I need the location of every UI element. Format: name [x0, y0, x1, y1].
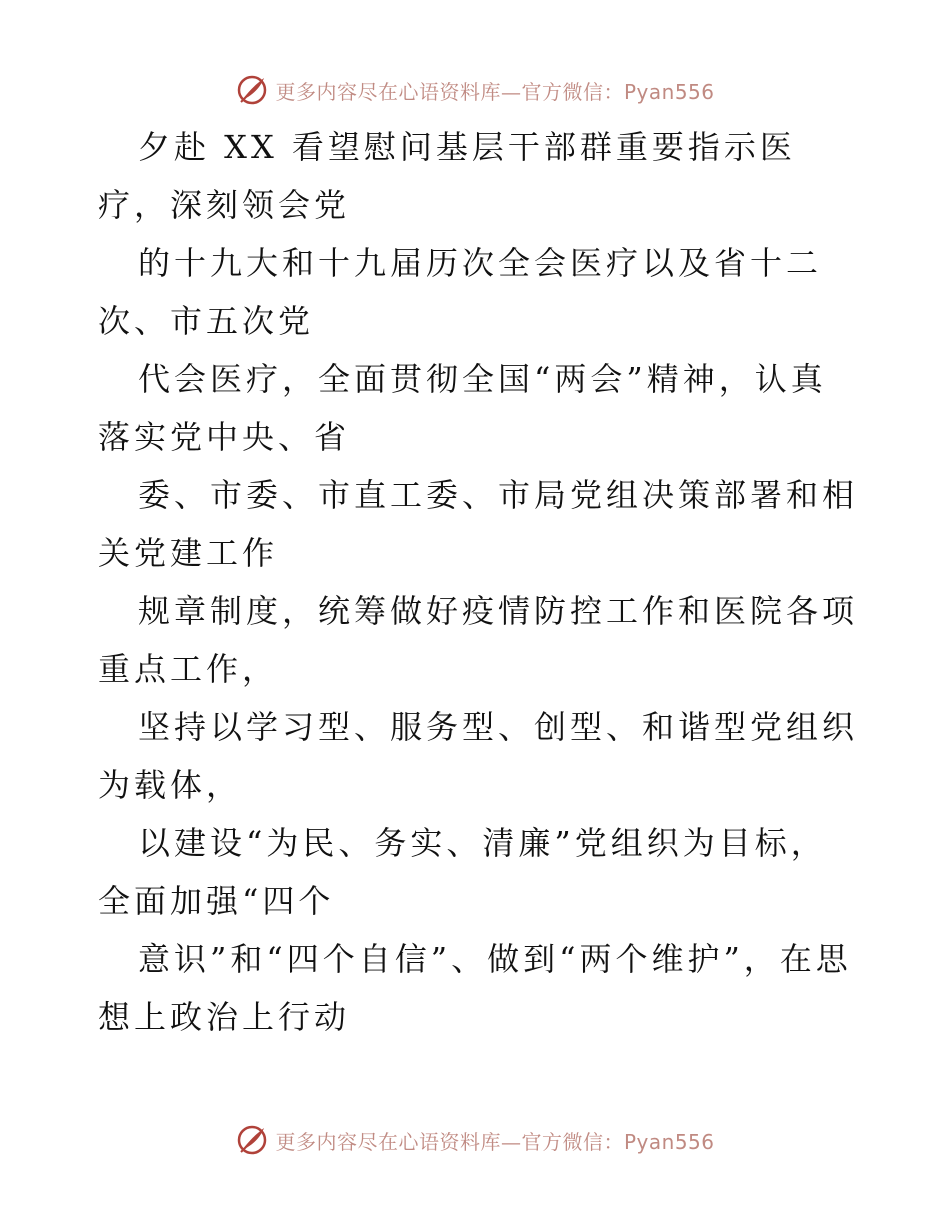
- paragraph: 规章制度，统筹做好疫情防控工作和医院各项重点工作，: [98, 592, 859, 688]
- paragraph: 委、市委、市直工委、市局党组决策部署和相关党建工作: [98, 476, 859, 572]
- watermark-text: 更多内容尽在心语资料库—官方微信：Pyan556: [275, 79, 715, 104]
- paragraph: 意识”和“四个自信”、做到“两个维护”，在思想上政治上行动: [98, 940, 852, 1036]
- paragraph: 代会医疗，全面贯彻全国“两会”精神，认真落实党中央、省: [98, 360, 827, 456]
- paragraph: 以建设“为民、务实、清廉”党组织为目标，全面加强“四个: [98, 824, 827, 920]
- footer-watermark: [0, 1120, 950, 1160]
- paragraph: 夕赴 XX 看望慰问基层干部群重要指示医疗，深刻领会党: [98, 128, 796, 224]
- quill-pen-logo-icon: [235, 73, 269, 107]
- quill-pen-logo-icon: [235, 1123, 269, 1157]
- paragraph: 坚持以学习型、服务型、创型、和谐型党组织为载体，: [98, 708, 859, 804]
- header-watermark: [0, 70, 950, 110]
- paragraph: 的十九大和十九届历次全会医疗以及省十二次、市五次党: [98, 244, 823, 340]
- watermark-text: 更多内容尽在心语资料库—官方微信：Pyan556: [275, 1129, 715, 1154]
- document-body: [98, 118, 858, 1046]
